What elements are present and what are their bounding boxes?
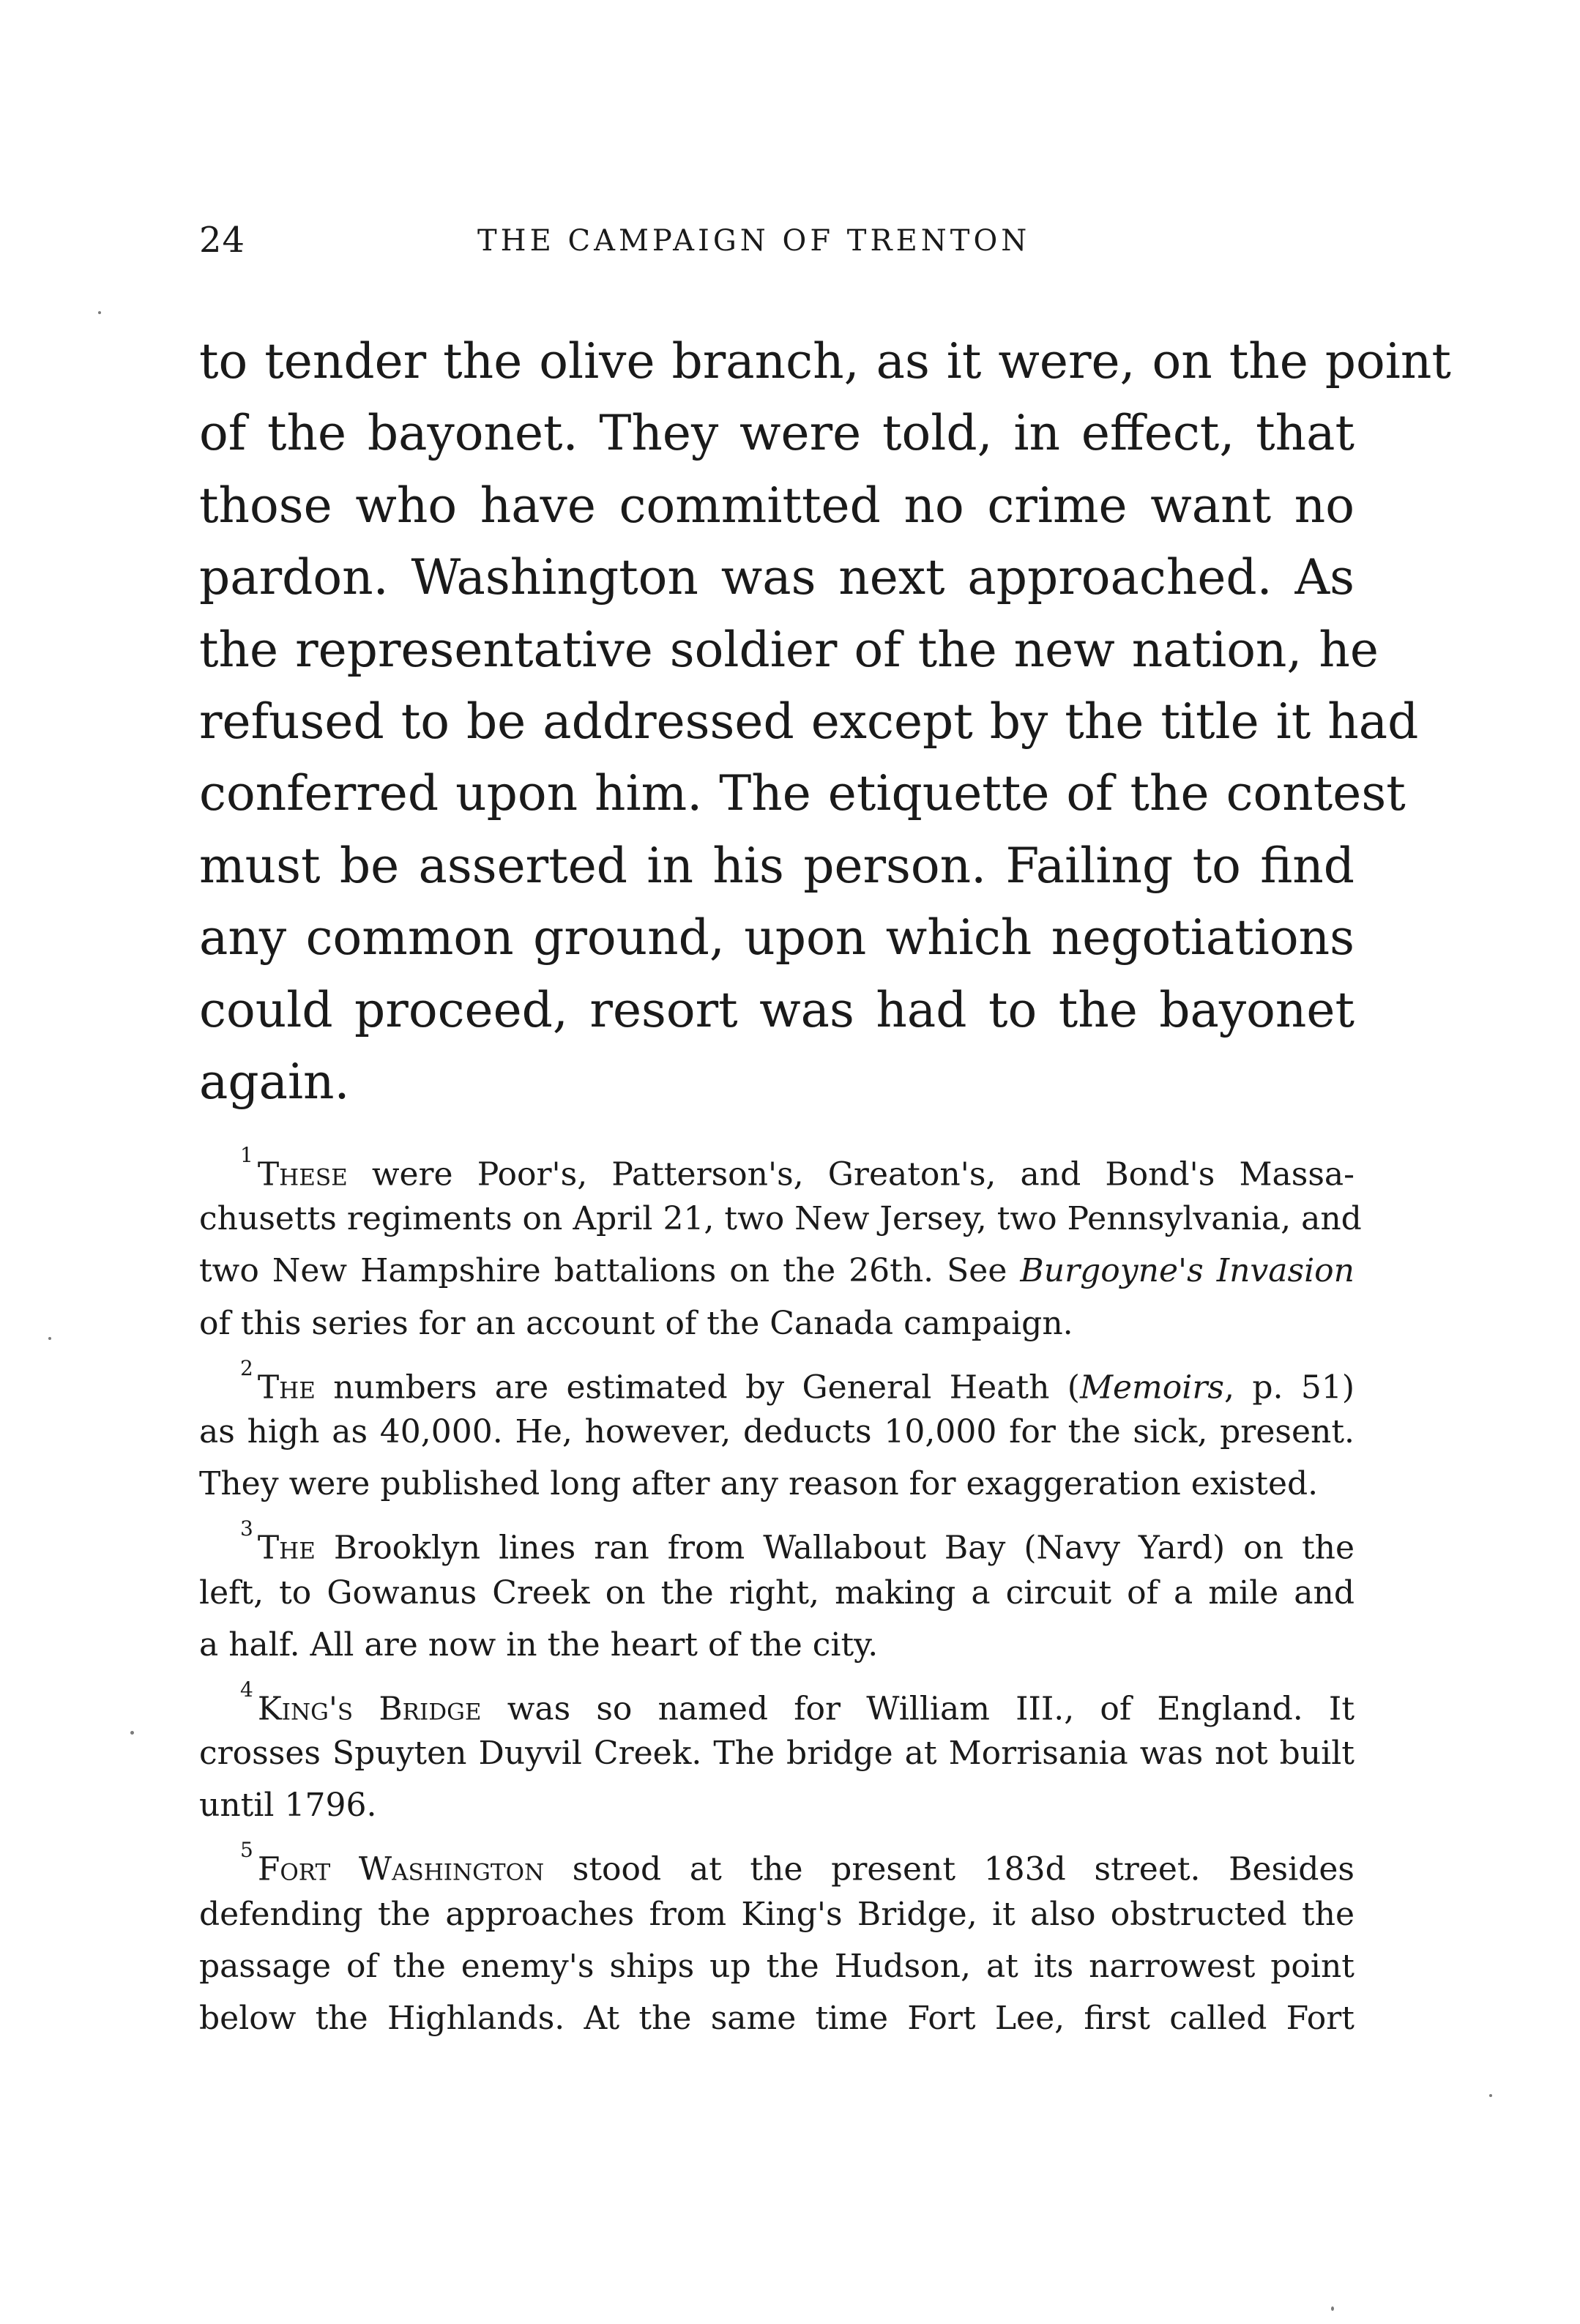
footnote-3 — [199, 1514, 1354, 1671]
body-line: those who have committed no crime want no — [199, 477, 1354, 534]
footnote-text: was so named for William III., of England. It — [481, 1690, 1354, 1728]
body-line: refused to be addressed except by the title it had — [199, 693, 1419, 750]
footnote-line: passage of the enemy's ships up the Hudson, at its narrowest point — [199, 1947, 1354, 1985]
footnote-line — [199, 1245, 1354, 1297]
footnote-1 — [199, 1141, 1362, 1349]
footnote-lead: These — [257, 1155, 348, 1193]
paper-speck — [98, 311, 101, 314]
paper-speck — [48, 1337, 51, 1340]
footnote-line — [199, 1836, 1354, 1888]
body-line: any common ground, upon which negotiations — [199, 909, 1354, 967]
footnote-line — [199, 1354, 1354, 1406]
footnote-line: chusetts regiments on April 21, two New Jersey, two Pennsylvania, and — [199, 1200, 1362, 1238]
footnote-line: of this series for an account of the Canada campaign. — [199, 1304, 1073, 1342]
footnote-marker: 2 — [240, 1355, 253, 1380]
paper-speck — [130, 1731, 134, 1735]
footnote-lead: Fort Washington — [257, 1851, 545, 1889]
body-line: to tender the olive branch, as it were, on the point — [199, 333, 1451, 390]
body-line: the representative soldier of the new nation, he — [199, 621, 1379, 678]
footnotes — [199, 1141, 1362, 2049]
footnote-text: were Poor's, Patterson's, Greaton's, and Bond's Massa- — [347, 1155, 1354, 1193]
footnote-4 — [199, 1675, 1354, 1832]
body-paragraph — [199, 326, 1451, 1118]
footnote-marker: 1 — [240, 1143, 253, 1167]
footnote-2 — [199, 1354, 1354, 1511]
footnote-line: crosses Spuyten Duyvil Creek. The bridge at Morrisania was not built — [199, 1735, 1354, 1773]
footnote-line — [199, 1514, 1354, 1566]
footnote-lead: The — [257, 1529, 316, 1567]
paper-speck — [1489, 2094, 1492, 2097]
footnote-line: below the Highlands. At the same time Fort Lee, first called Fort — [199, 2000, 1354, 2037]
footnote-text: , p. 51) — [1223, 1368, 1354, 1407]
footnote-line: as high as 40,000. He, however, deducts 10,000 for the sick, present. — [199, 1412, 1354, 1450]
running-head — [199, 220, 1349, 271]
footnote-marker: 4 — [240, 1677, 253, 1702]
body-line: conferred upon him. The etiquette of the contest — [199, 765, 1406, 822]
footnote-line: a half. All are now in the heart of the city. — [199, 1625, 879, 1664]
footnote-line — [199, 1141, 1354, 1193]
page-number: 24 — [199, 220, 246, 261]
footnote-line — [199, 1675, 1354, 1727]
footnote-marker: 3 — [240, 1516, 253, 1541]
footnote-lead: The — [257, 1368, 316, 1407]
footnote-lead: King's Bridge — [257, 1690, 482, 1728]
running-title: THE CAMPAIGN OF TRENTON — [477, 224, 1031, 258]
footnote-text: numbers are estimated by General Heath ( — [315, 1368, 1080, 1407]
footnote-line: left, to Gowanus Creek on the right, making a circuit of a mile and — [199, 1573, 1354, 1612]
footnote-line: They were published long after any reason for exaggeration existed. — [199, 1465, 1319, 1503]
body-line: again. — [199, 1053, 350, 1110]
footnote-5 — [199, 1836, 1354, 2044]
footnote-line: defending the approaches from King's Bridge, it also obstructed the — [199, 1895, 1354, 1933]
footnote-text: stood at the present 183d street. Besides — [544, 1851, 1354, 1889]
footnote-title-italic: Memoirs — [1079, 1368, 1224, 1407]
footnote-line: until 1796. — [199, 1787, 377, 1825]
footnote-text: Brooklyn lines ran from Wallabout Bay (Navy Yard) on the — [315, 1529, 1354, 1567]
body-line: of the bayonet. They were told, in effect, that — [199, 405, 1354, 462]
footnote-text: two New Hampshire battalions on the 26th. See — [199, 1252, 1021, 1290]
body-line: pardon. Washington was next approached. As — [199, 549, 1354, 606]
body-line: could proceed, resort was had to the bayonet — [199, 981, 1354, 1038]
paper-speck — [1331, 2306, 1334, 2311]
footnote-marker: 5 — [240, 1838, 253, 1863]
footnote-title-italic: Burgoyne's Invasion — [1020, 1252, 1355, 1290]
body-line: must be asserted in his person. Failing to find — [199, 837, 1354, 894]
